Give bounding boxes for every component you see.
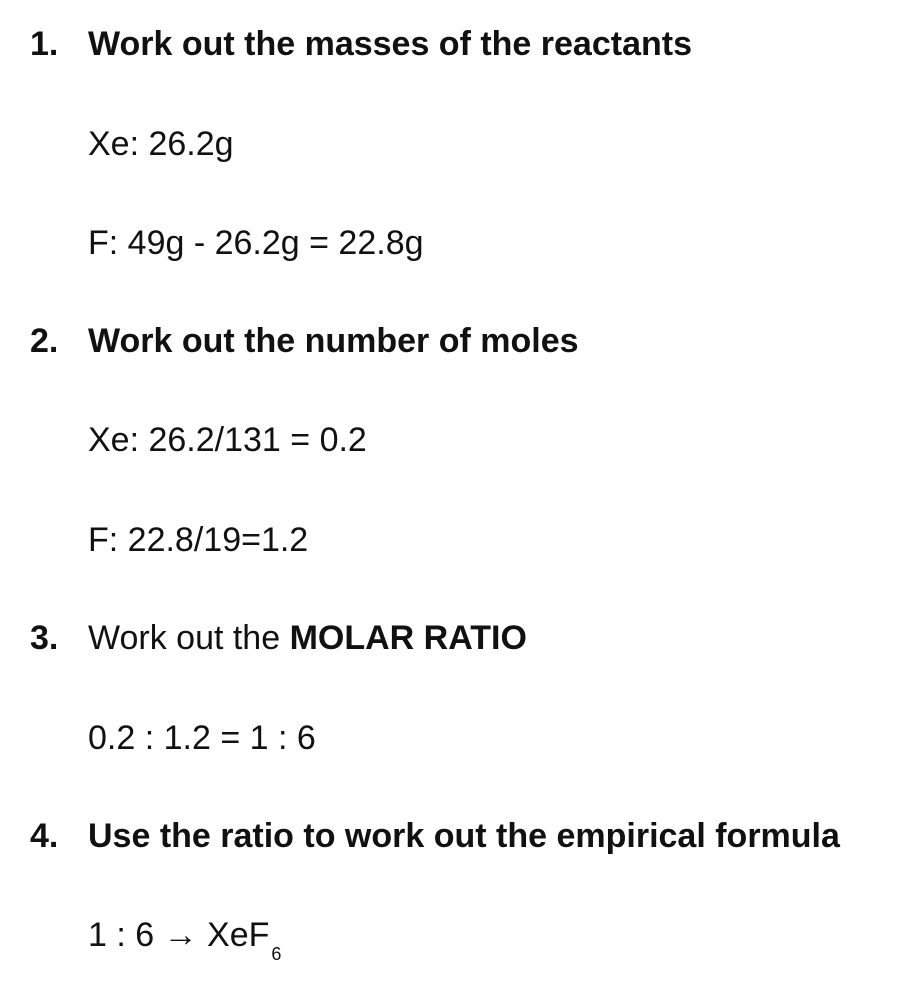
step-3-number: 3. [30,619,59,657]
step-1-line-1: Xe: 26.2g [88,125,234,163]
step-1-number: 1. [30,25,59,63]
step-1-title: Work out the masses of the reactants [88,25,692,63]
step-3-line-1: 0.2 : 1.2 = 1 : 6 [88,719,316,757]
step-4-title: Use the ratio to work out the empirical formula [88,817,840,855]
step-4-result [88,915,281,974]
step-3-heading [30,618,527,658]
step-2-line-2: F: 22.8/19=1.2 [88,521,309,559]
step-2-line-1: Xe: 26.2/131 = 0.2 [88,421,367,459]
step-1-heading [30,24,692,64]
step-3-title-bold: MOLAR RATIO [289,619,527,657]
step-2-title: Work out the number of moles [88,322,579,360]
step-1-line-2: F: 49g - 26.2g = 22.8g [88,224,424,262]
step-4-result-subscript: 6 [271,944,282,964]
step-2-heading [30,321,579,361]
step-4-number: 4. [30,817,59,855]
step-3-title [88,618,527,658]
step-3-title-plain: Work out the [88,619,290,657]
step-4-heading [30,816,840,856]
step-4-result-text: 1 : 6 → XeF [88,916,270,954]
step-2-number: 2. [30,322,59,360]
